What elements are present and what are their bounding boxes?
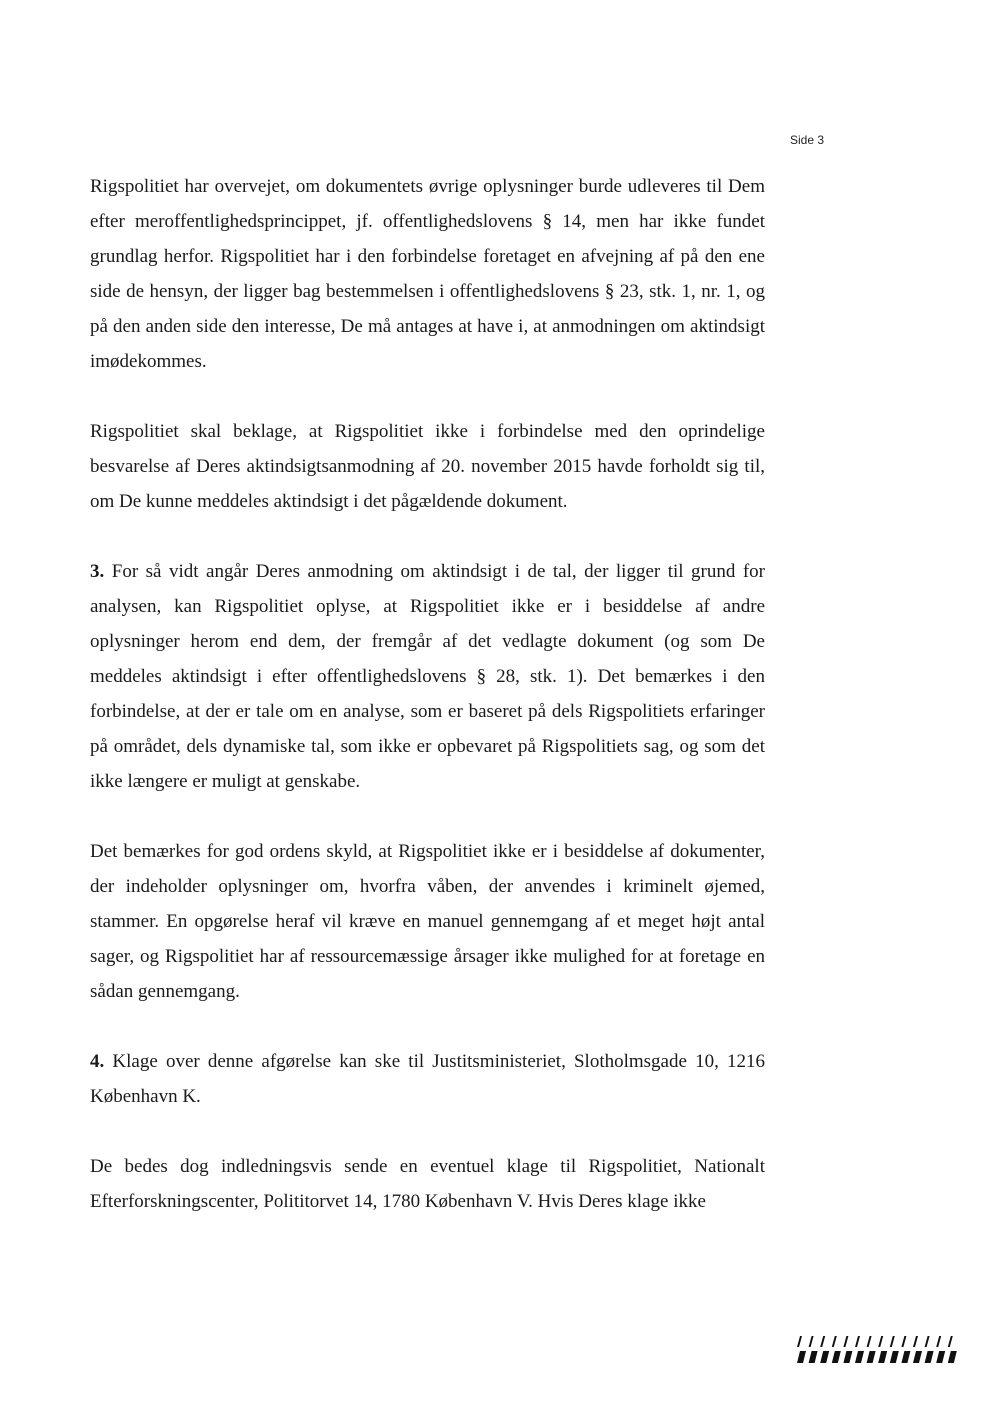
logo-stripe-thin — [797, 1336, 802, 1347]
police-stripes-logo-icon — [795, 1335, 960, 1365]
paragraph-complaint-route — [90, 1149, 765, 1219]
paragraph-apology — [90, 414, 765, 519]
letter-body — [90, 169, 765, 1254]
paragraph-text: Rigspolitiet har overvejet, om dokumentets øvrige oplysninger burde udleveres til Dem efter meroffentlighedsprincippet, jf. offentlighedslovens § 14, men har ikke fundet grundlag herfor. Rigspolitiet har i den forbindelse foretaget en afvejning af på den ene side de hensyn, der ligger bag bestemmelsen i offentlighedslovens § 23, stk. 1, nr. 1, og på den anden side den interesse, De må antages at have i, at anmodningen om aktindsigt imødekommes. — [90, 176, 765, 372]
logo-stripe-thick — [832, 1351, 841, 1363]
paragraph-weapons-origin — [90, 834, 765, 1009]
logo-stripe-thick — [867, 1351, 876, 1363]
logo-stripe-thin — [809, 1336, 814, 1347]
logo-thick-stripes — [797, 1351, 957, 1363]
section-number: 3. — [90, 561, 105, 582]
logo-stripe-thin — [867, 1336, 872, 1347]
logo-stripe-thin — [948, 1336, 953, 1347]
logo-stripe-thick — [843, 1351, 852, 1363]
section-number: 4. — [90, 1051, 105, 1072]
logo-stripe-thin — [843, 1336, 848, 1347]
logo-stripe-thick — [948, 1351, 957, 1363]
logo-thin-stripes — [797, 1336, 953, 1347]
logo-stripe-thin — [913, 1336, 918, 1347]
paragraph-text: Klage over denne afgørelse kan ske til Justitsministeriet, Slotholmsgade 10, 1216 København K. — [90, 1051, 766, 1107]
logo-stripe-thin — [925, 1336, 930, 1347]
logo-stripe-thin — [832, 1336, 837, 1347]
logo-stripe-thick — [797, 1351, 806, 1363]
logo-stripe-thick — [878, 1351, 887, 1363]
paragraph-section-3 — [90, 554, 765, 799]
logo-stripe-thin — [820, 1336, 825, 1347]
paragraph-text: For så vidt angår Deres anmodning om aktindsigt i de tal, der ligger til grund for analysen, kan Rigspolitiet oplyse, at Rigspolitiet ikke er i besiddelse af andre oplysninger herom end dem, der fremgår af det vedlagte dokument (og som De meddeles aktindsigt i efter offentlighedslovens § 28, stk. 1). Det bemærkes i den forbindelse, at der er tale om en analyse, som er baseret på dels Rigspolitiets erfaringer på området, dels dynamiske tal, som ikke er opbevaret på Rigspolitiets sag, og som det ikke længere er muligt at genskabe. — [90, 561, 766, 792]
paragraph-text: De bedes dog indledningsvis sende en eventuel klage til Rigspolitiet, Nationalt Efterforskningscenter, Polititorvet 14, 1780 København V. Hvis Deres klage ikke — [90, 1156, 765, 1212]
logo-stripe-thin — [855, 1336, 860, 1347]
logo-stripe-thick — [809, 1351, 818, 1363]
logo-stripe-thick — [820, 1351, 829, 1363]
paragraph-meroffentlighed — [90, 169, 765, 379]
logo-stripe-thin — [936, 1336, 941, 1347]
logo-stripe-thin — [901, 1336, 906, 1347]
logo-stripe-thick — [925, 1351, 934, 1363]
logo-stripe-thick — [913, 1351, 922, 1363]
paragraph-section-4 — [90, 1044, 765, 1114]
logo-stripe-thin — [890, 1336, 895, 1347]
paragraph-text: Det bemærkes for god ordens skyld, at Rigspolitiet ikke er i besiddelse af dokumenter, der indeholder oplysninger om, hvorfra våben, der anvendes i kriminelt øjemed, stammer. En opgørelse heraf vil kræve en manuel gennemgang af et meget højt antal sager, og Rigspolitiet har af ressourcemæssige årsager ikke mulighed for at foretage en sådan gennemgang. — [90, 841, 765, 1002]
logo-stripe-thick — [855, 1351, 864, 1363]
logo-stripe-thin — [878, 1336, 883, 1347]
paragraph-text: Rigspolitiet skal beklage, at Rigspolitiet ikke i forbindelse med den oprindelige besvarelse af Deres aktindsigtsanmodning af 20. november 2015 havde forholdt sig til, om De kunne meddeles aktindsigt i det pågældende dokument. — [90, 421, 765, 512]
page-number: Side 3 — [790, 133, 825, 147]
logo-stripe-thick — [901, 1351, 910, 1363]
logo-stripe-thick — [936, 1351, 945, 1363]
logo-stripe-thick — [890, 1351, 899, 1363]
